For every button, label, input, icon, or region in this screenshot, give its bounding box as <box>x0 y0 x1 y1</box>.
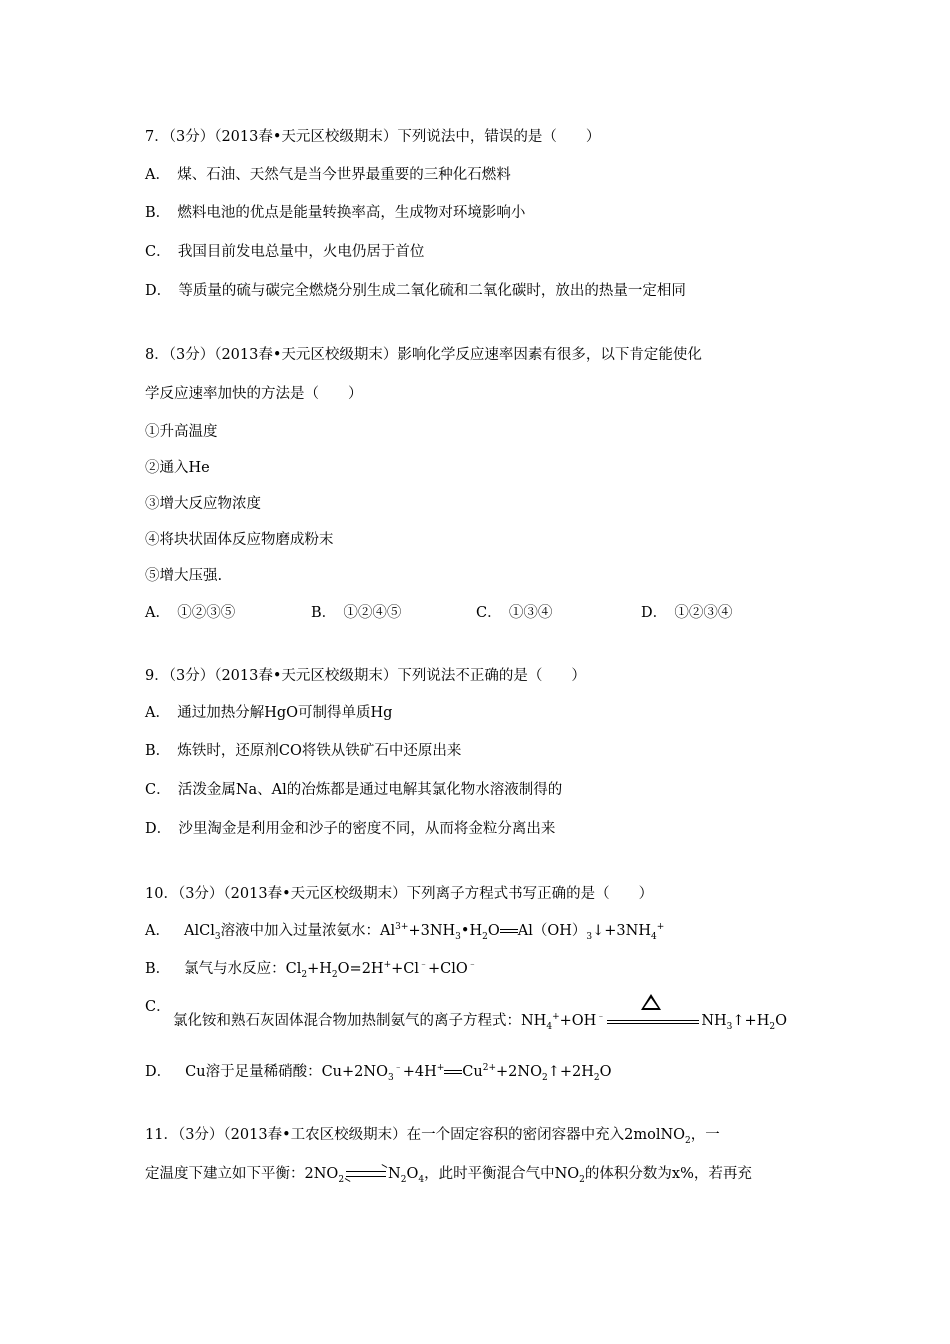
q10-option-b: B． 氯气与水反应：$Cl_2+H_2O=2H^++Cl^﹣+ClO^﹣$ <box>145 960 477 980</box>
q9-option-c: C． 活泼金属Na、Al的冶炼都是通过电解其氯化物水溶液制得的 <box>145 782 563 798</box>
q11-stem-line1: 11．（3分）（2013春•工农区校级期末）在一个固定容积的密闭容器中充入2molNO$_2$，一 <box>145 1127 720 1146</box>
equals-sign-icon <box>444 1065 462 1079</box>
q8-item-3: ③增大反应物浓度 <box>145 496 261 512</box>
q8-stem-line2: 学反应速率加快的方法是（ ） <box>145 386 363 402</box>
q8-item-1: ①升高温度 <box>145 424 218 440</box>
heating-equals-icon <box>605 1012 701 1030</box>
q7-option-d: D． 等质量的硫与碳完全燃烧分别生成二氧化硫和二氧化碳时，放出的热量一定相同 <box>145 283 686 299</box>
q11-stem-line2: 定温度下建立如下平衡：$2NO_2$ $N_2O_4$，此时平衡混合气中$NO_2$的体积分数为x%，若再充 <box>145 1166 752 1185</box>
q9-option-a: A． 通过加热分解HgO可制得单质Hg <box>145 705 393 721</box>
equals-sign-icon <box>500 924 518 938</box>
q10-option-d: D． Cu溶于足量稀硝酸：$Cu+2NO_3^﹣+4H^+$ $Cu^{2+}+2NO_2↑+2H_2O$ <box>145 1063 612 1083</box>
q10-option-c: 氯化铵和熟石灰固体混合物加热制氨气的离子方程式：$NH_4^++OH^﹣$ $NH_3↑+H_2O$ <box>173 1011 787 1031</box>
q8-stem-line1: 8．（3分）（2013春•天元区校级期末）影响化学反应速率因素有很多，以下肯定能使化 <box>145 347 702 363</box>
q10-stem: 10．（3分）（2013春•天元区校级期末）下列离子方程式书写正确的是（ ） <box>145 886 654 902</box>
q8-option-d: D． ①②③④ <box>641 605 733 621</box>
q9-option-b: B． 炼铁时，还原剂CO将铁从铁矿石中还原出来 <box>145 743 462 759</box>
q7-option-b: B． 燃料电池的优点是能量转换率高，生成物对环境影响小 <box>145 205 526 221</box>
q7-stem: 7．（3分）（2013春•天元区校级期末）下列说法中，错误的是（ ） <box>145 129 601 145</box>
q8-option-a: A． ①②③⑤ <box>145 605 236 621</box>
q8-item-4: ④将块状固体反应物磨成粉末 <box>145 532 334 548</box>
q9-stem: 9．（3分）（2013春•天元区校级期末）下列说法不正确的是（ ） <box>145 668 586 684</box>
q10-option-a-label: A． <box>145 923 170 939</box>
q8-option-b: B． ①②④⑤ <box>311 605 402 621</box>
q8-option-c: C． ①③④ <box>476 605 553 621</box>
q9-option-d: D． 沙里淘金是利用金和沙子的密度不同，从而将金粒分离出来 <box>145 821 556 837</box>
q7-option-c: C． 我国目前发电总量中，火电仍居于首位 <box>145 244 425 260</box>
reversible-arrow-icon <box>344 1167 388 1181</box>
q8-item-5: ⑤增大压强. <box>145 568 223 584</box>
q10-option-c-label: C． <box>145 999 171 1015</box>
q10-option-a: A． AlCl$_3$溶液中加入过量浓氨水：$Al^{3+}+3NH_3•H_2O$ $Al(OH)_3↓+3NH_4^+$ <box>145 922 665 942</box>
q7-option-a: A． 煤、石油、天然气是当今世界最重要的三种化石燃料 <box>145 167 511 183</box>
q10-option-d-label: D． <box>145 1064 172 1080</box>
q8-item-2: ②通入He <box>145 460 210 476</box>
q10-option-b-label: B． <box>145 961 171 977</box>
